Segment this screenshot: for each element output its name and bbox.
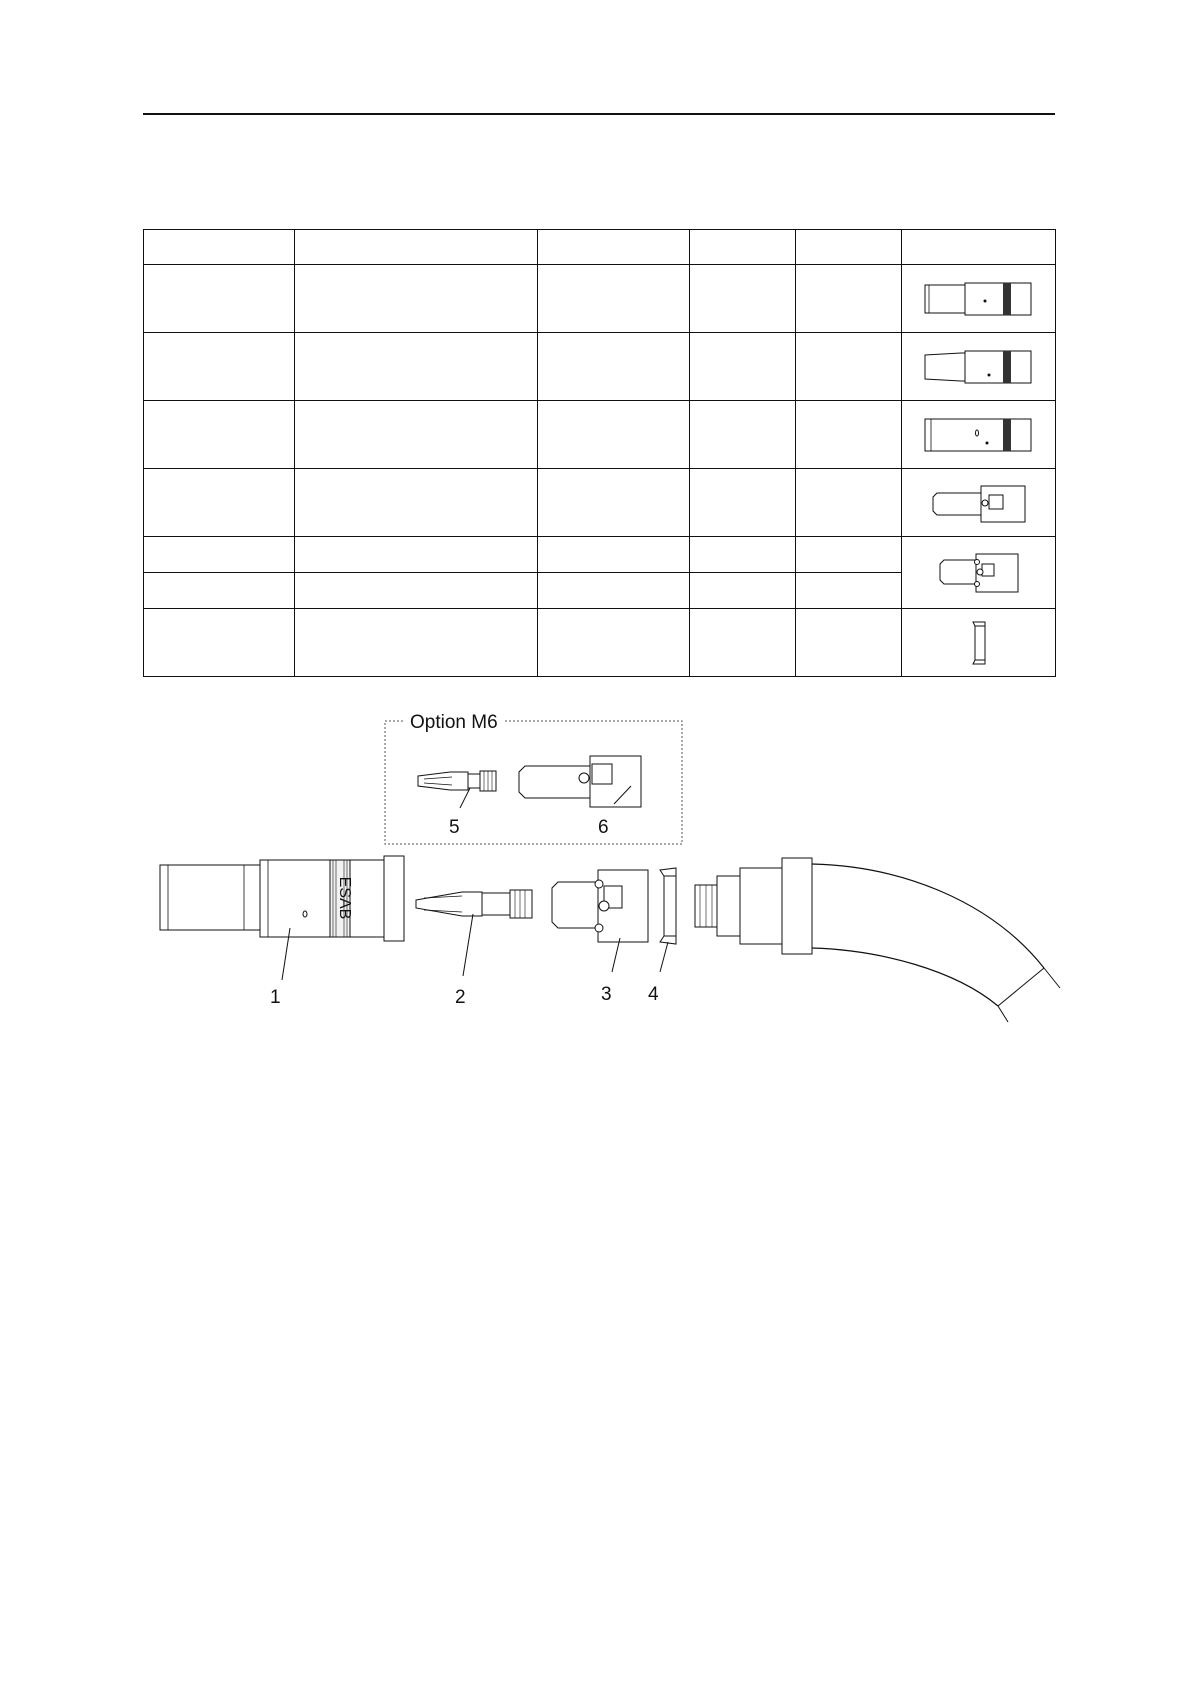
table-cell [144, 401, 295, 469]
table-cell [144, 230, 295, 265]
header-rule [143, 113, 1055, 115]
table-cell [690, 469, 796, 537]
table-cell [538, 537, 690, 573]
spatter-ring-thumbnail [902, 609, 1056, 677]
table-cell [796, 609, 902, 677]
tip-adapter-thumbnail [902, 537, 1056, 609]
table-cell [144, 469, 295, 537]
table-row [144, 469, 1056, 537]
table-cell [295, 401, 538, 469]
table-cell [295, 230, 538, 265]
tip-adapter-icon [552, 870, 648, 972]
table-cell [538, 469, 690, 537]
callout-1: 1 [270, 987, 281, 1008]
table-cell [295, 573, 538, 609]
callout-3: 3 [601, 984, 612, 1005]
table-cell [538, 401, 690, 469]
gas-nozzle-thumbnail [902, 401, 1056, 469]
table-cell [295, 469, 538, 537]
table-header-row [144, 230, 1056, 265]
table-cell [690, 333, 796, 401]
tip-adapter-icon [936, 550, 1022, 596]
callout-6: 6 [598, 817, 609, 838]
spatter-ring-icon [967, 620, 991, 666]
table-cell [144, 537, 295, 573]
contact-tip-icon [416, 890, 532, 976]
option-m6-box [385, 710, 682, 844]
table-cell [690, 609, 796, 677]
table-cell [690, 401, 796, 469]
callout-4: 4 [648, 984, 659, 1005]
table-cell [538, 230, 690, 265]
gas-nozzle-icon [923, 417, 1035, 453]
torch-neck-icon [695, 858, 1060, 1022]
spatter-ring-icon [660, 868, 676, 972]
table-cell [295, 265, 538, 333]
tip-adapter-icon [929, 483, 1029, 523]
table-cell [538, 573, 690, 609]
table-cell [796, 537, 902, 573]
table-cell [295, 609, 538, 677]
table-row [144, 265, 1056, 333]
table-cell [796, 230, 902, 265]
gas-nozzle-icon [923, 349, 1035, 385]
table-row [144, 401, 1056, 469]
table-row [144, 333, 1056, 401]
contact-tip-icon [418, 771, 496, 808]
table-row [144, 537, 1056, 573]
table-cell [144, 573, 295, 609]
table-cell [144, 333, 295, 401]
table-cell [295, 333, 538, 401]
table-cell [796, 469, 902, 537]
gas-nozzle-icon [923, 281, 1035, 317]
table-cell [690, 573, 796, 609]
spare-parts-table [143, 229, 1056, 677]
table-cell [538, 265, 690, 333]
callout-2: 2 [455, 987, 466, 1008]
table-cell [796, 401, 902, 469]
table-cell [690, 265, 796, 333]
brand-marking: ESAB [336, 876, 353, 920]
callout-5: 5 [449, 817, 460, 838]
table-cell [796, 573, 902, 609]
table-cell [690, 537, 796, 573]
table-cell [796, 265, 902, 333]
tip-adapter-thumbnail [902, 469, 1056, 537]
exploded-view-diagram [0, 700, 1190, 1030]
table-cell [690, 230, 796, 265]
table-cell [902, 230, 1056, 265]
table-cell [796, 333, 902, 401]
table-cell [295, 537, 538, 573]
option-label: Option M6 [410, 712, 498, 733]
gas-nozzle-icon [160, 856, 404, 980]
table-cell [144, 609, 295, 677]
gas-nozzle-thumbnail [902, 333, 1056, 401]
table-cell [538, 333, 690, 401]
table-row [144, 609, 1056, 677]
table-cell [538, 609, 690, 677]
tip-adapter-icon [519, 756, 641, 807]
table-cell [144, 265, 295, 333]
gas-nozzle-thumbnail [902, 265, 1056, 333]
